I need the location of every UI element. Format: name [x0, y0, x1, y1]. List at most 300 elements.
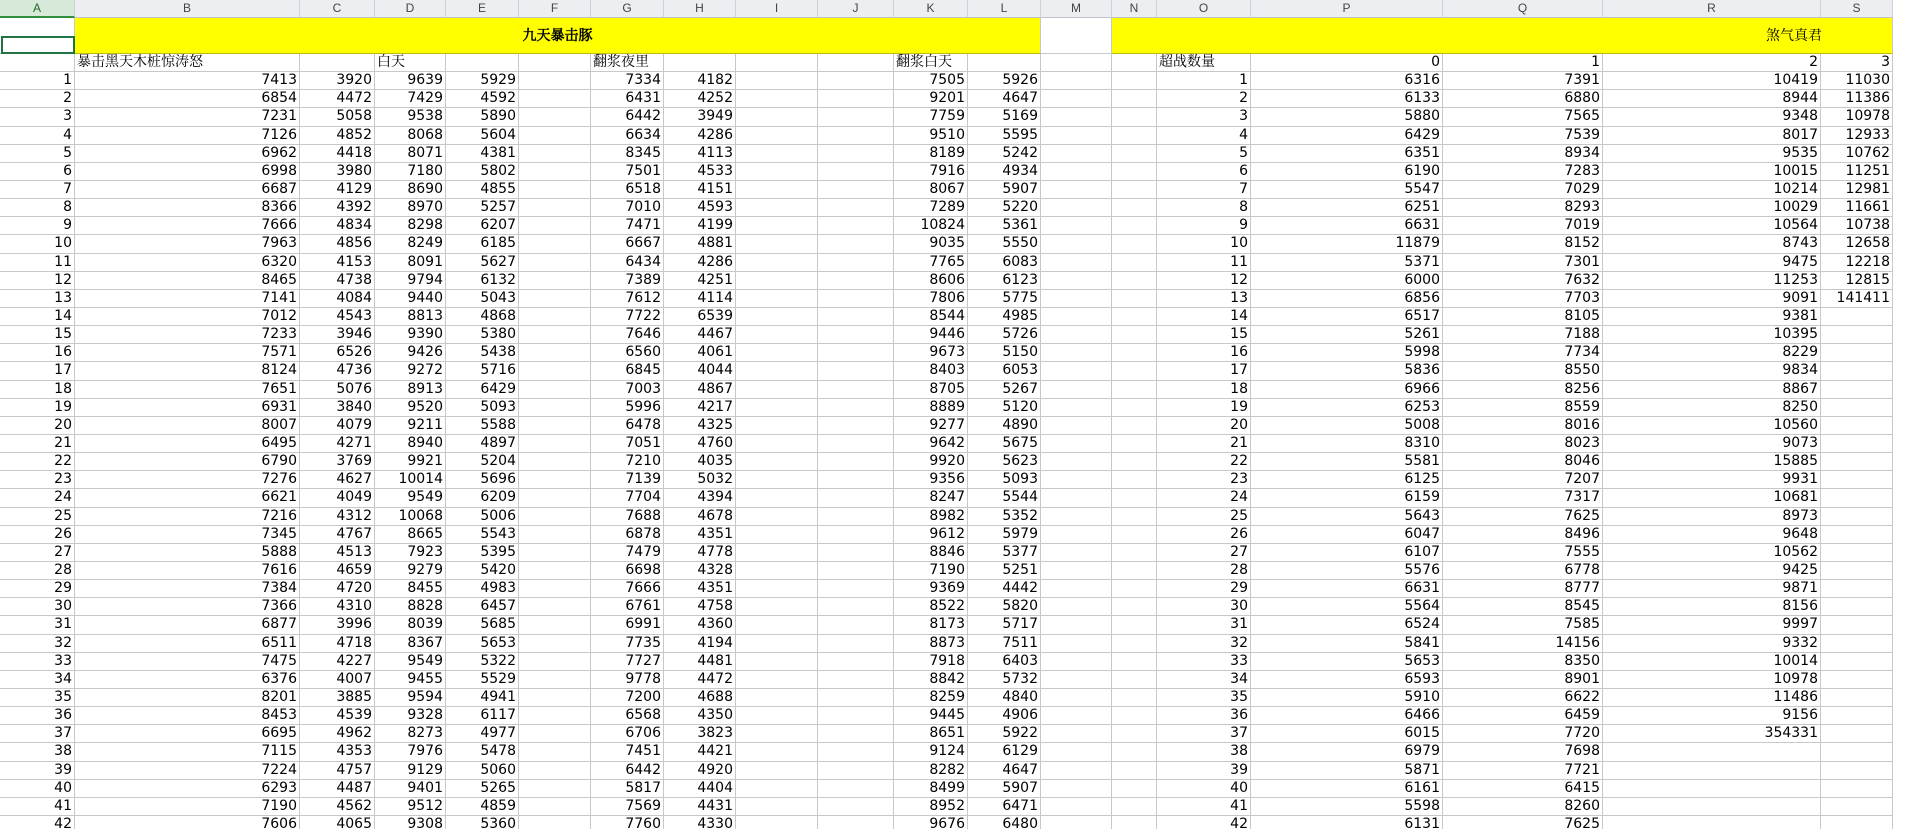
data-cell-f[interactable]	[519, 816, 591, 829]
data-cell-b[interactable]: 7963	[75, 235, 300, 253]
data-cell-o[interactable]: 41	[1157, 798, 1251, 816]
data-cell-f[interactable]	[519, 580, 591, 598]
data-cell-i[interactable]	[736, 616, 818, 634]
data-cell-e[interactable]: 5438	[446, 344, 519, 362]
column-header-s[interactable]: S	[1821, 0, 1893, 18]
data-cell-b[interactable]: 6931	[75, 399, 300, 417]
data-cell-n[interactable]	[1112, 108, 1157, 126]
data-cell-s[interactable]	[1821, 780, 1893, 798]
data-cell-k[interactable]: 9201	[894, 90, 968, 108]
data-cell-i[interactable]	[736, 598, 818, 616]
data-cell-d[interactable]: 8298	[375, 217, 446, 235]
data-cell-f[interactable]	[519, 72, 591, 90]
column-header-n[interactable]: N	[1112, 0, 1157, 18]
data-cell-e[interactable]: 5322	[446, 653, 519, 671]
data-cell-n[interactable]	[1112, 453, 1157, 471]
header-cell-s[interactable]: 3	[1821, 54, 1893, 72]
data-cell-k[interactable]: 8499	[894, 780, 968, 798]
data-cell-j[interactable]	[818, 399, 894, 417]
data-cell-j[interactable]	[818, 326, 894, 344]
data-cell-l[interactable]: 5717	[968, 616, 1041, 634]
data-cell-h[interactable]: 4394	[664, 489, 736, 507]
data-cell-g[interactable]: 7010	[591, 199, 664, 217]
data-cell-f[interactable]	[519, 798, 591, 816]
data-cell-b[interactable]: 6511	[75, 635, 300, 653]
data-cell-f[interactable]	[519, 689, 591, 707]
data-cell-c[interactable]: 4659	[300, 562, 375, 580]
data-cell-g[interactable]: 6442	[591, 108, 664, 126]
row-number-cell[interactable]: 37	[0, 725, 75, 743]
data-cell-c[interactable]: 4757	[300, 762, 375, 780]
data-cell-i[interactable]	[736, 181, 818, 199]
data-cell-r[interactable]: 10562	[1603, 544, 1821, 562]
data-cell-c[interactable]: 4852	[300, 127, 375, 145]
data-cell-j[interactable]	[818, 580, 894, 598]
data-cell-l[interactable]: 5726	[968, 326, 1041, 344]
data-cell-r[interactable]	[1603, 762, 1821, 780]
data-cell-j[interactable]	[818, 743, 894, 761]
data-cell-j[interactable]	[818, 127, 894, 145]
data-cell-g[interactable]: 7200	[591, 689, 664, 707]
column-header-k[interactable]: K	[894, 0, 968, 18]
data-cell-c[interactable]: 4227	[300, 653, 375, 671]
data-cell-g[interactable]: 6761	[591, 598, 664, 616]
data-cell-h[interactable]: 6539	[664, 308, 736, 326]
data-cell-q[interactable]: 8559	[1443, 399, 1603, 417]
data-cell-r[interactable]	[1603, 780, 1821, 798]
header-cell-j[interactable]	[818, 54, 894, 72]
data-cell-q[interactable]: 7283	[1443, 163, 1603, 181]
row-number-cell[interactable]: 2	[0, 90, 75, 108]
data-cell-p[interactable]: 6524	[1251, 616, 1443, 634]
row-number-cell[interactable]: 27	[0, 544, 75, 562]
data-cell-i[interactable]	[736, 762, 818, 780]
data-cell-i[interactable]	[736, 435, 818, 453]
header-cell-k[interactable]: 翻浆白天	[894, 54, 968, 72]
row-number-cell[interactable]: 23	[0, 471, 75, 489]
data-cell-n[interactable]	[1112, 199, 1157, 217]
data-cell-l[interactable]: 5242	[968, 145, 1041, 163]
data-cell-e[interactable]: 5543	[446, 526, 519, 544]
data-cell-b[interactable]: 6998	[75, 163, 300, 181]
data-cell-b[interactable]: 6376	[75, 671, 300, 689]
data-cell-f[interactable]	[519, 399, 591, 417]
data-cell-q[interactable]: 8046	[1443, 453, 1603, 471]
header-cell-b[interactable]: 暴击黑天木桩惊涛怒	[75, 54, 300, 72]
data-cell-g[interactable]: 6698	[591, 562, 664, 580]
data-cell-q[interactable]: 7721	[1443, 762, 1603, 780]
data-cell-i[interactable]	[736, 671, 818, 689]
header-cell-i[interactable]	[736, 54, 818, 72]
header-cell-r[interactable]: 2	[1603, 54, 1821, 72]
data-cell-b[interactable]: 6320	[75, 254, 300, 272]
data-cell-m[interactable]	[1041, 399, 1112, 417]
data-cell-k[interactable]: 7806	[894, 290, 968, 308]
data-cell-o[interactable]: 40	[1157, 780, 1251, 798]
data-cell-k[interactable]: 7765	[894, 254, 968, 272]
data-cell-l[interactable]: 6123	[968, 272, 1041, 290]
data-cell-j[interactable]	[818, 272, 894, 290]
data-cell-h[interactable]: 4044	[664, 362, 736, 380]
row-number-cell[interactable]: 40	[0, 780, 75, 798]
data-cell-o[interactable]: 28	[1157, 562, 1251, 580]
data-cell-p[interactable]: 6466	[1251, 707, 1443, 725]
data-cell-r[interactable]: 8250	[1603, 399, 1821, 417]
data-cell-r[interactable]	[1603, 816, 1821, 829]
header-cell-h[interactable]	[664, 54, 736, 72]
data-cell-h[interactable]: 4251	[664, 272, 736, 290]
data-cell-h[interactable]: 4867	[664, 381, 736, 399]
data-cell-q[interactable]: 7539	[1443, 127, 1603, 145]
data-cell-q[interactable]: 7029	[1443, 181, 1603, 199]
data-cell-o[interactable]: 36	[1157, 707, 1251, 725]
data-cell-k[interactable]: 8846	[894, 544, 968, 562]
data-cell-q[interactable]: 8350	[1443, 653, 1603, 671]
data-cell-r[interactable]: 10564	[1603, 217, 1821, 235]
data-cell-s[interactable]: 10738	[1821, 217, 1893, 235]
data-cell-i[interactable]	[736, 163, 818, 181]
data-cell-p[interactable]: 6631	[1251, 217, 1443, 235]
data-cell-d[interactable]: 9538	[375, 108, 446, 126]
row-number-cell[interactable]: 32	[0, 635, 75, 653]
data-cell-l[interactable]: 6083	[968, 254, 1041, 272]
data-cell-d[interactable]: 8665	[375, 526, 446, 544]
data-cell-j[interactable]	[818, 562, 894, 580]
data-cell-s[interactable]: 12933	[1821, 127, 1893, 145]
cell-m-banner[interactable]	[1041, 18, 1112, 54]
data-cell-p[interactable]: 5643	[1251, 508, 1443, 526]
data-cell-k[interactable]: 8606	[894, 272, 968, 290]
data-cell-d[interactable]: 9440	[375, 290, 446, 308]
data-cell-p[interactable]: 6966	[1251, 381, 1443, 399]
data-cell-o[interactable]: 34	[1157, 671, 1251, 689]
data-cell-r[interactable]: 10029	[1603, 199, 1821, 217]
data-cell-c[interactable]: 4392	[300, 199, 375, 217]
data-cell-o[interactable]: 30	[1157, 598, 1251, 616]
data-cell-p[interactable]: 6316	[1251, 72, 1443, 90]
data-cell-l[interactable]: 5220	[968, 199, 1041, 217]
data-cell-c[interactable]: 5058	[300, 108, 375, 126]
data-cell-f[interactable]	[519, 381, 591, 399]
data-cell-e[interactable]: 5627	[446, 254, 519, 272]
data-cell-e[interactable]: 6185	[446, 235, 519, 253]
data-cell-j[interactable]	[818, 90, 894, 108]
data-cell-r[interactable]: 11253	[1603, 272, 1821, 290]
data-cell-g[interactable]: 7760	[591, 816, 664, 829]
data-cell-d[interactable]: 9520	[375, 399, 446, 417]
data-cell-f[interactable]	[519, 217, 591, 235]
data-cell-r[interactable]	[1603, 798, 1821, 816]
data-cell-c[interactable]: 4418	[300, 145, 375, 163]
data-cell-s[interactable]	[1821, 326, 1893, 344]
data-cell-h[interactable]: 4194	[664, 635, 736, 653]
data-cell-e[interactable]: 5685	[446, 616, 519, 634]
data-cell-c[interactable]: 4129	[300, 181, 375, 199]
data-cell-l[interactable]: 5623	[968, 453, 1041, 471]
data-cell-n[interactable]	[1112, 127, 1157, 145]
row-number-cell[interactable]: 17	[0, 362, 75, 380]
data-cell-k[interactable]: 8705	[894, 381, 968, 399]
data-cell-n[interactable]	[1112, 580, 1157, 598]
data-cell-l[interactable]: 4934	[968, 163, 1041, 181]
data-cell-f[interactable]	[519, 762, 591, 780]
data-cell-d[interactable]: 9401	[375, 780, 446, 798]
data-cell-h[interactable]: 4330	[664, 816, 736, 829]
data-cell-m[interactable]	[1041, 145, 1112, 163]
data-cell-q[interactable]: 6880	[1443, 90, 1603, 108]
data-cell-e[interactable]: 5006	[446, 508, 519, 526]
data-cell-h[interactable]: 4061	[664, 344, 736, 362]
data-cell-k[interactable]: 7289	[894, 199, 968, 217]
data-cell-l[interactable]: 5377	[968, 544, 1041, 562]
data-cell-i[interactable]	[736, 127, 818, 145]
data-cell-d[interactable]: 9279	[375, 562, 446, 580]
data-cell-p[interactable]: 6125	[1251, 471, 1443, 489]
data-cell-q[interactable]: 7625	[1443, 816, 1603, 829]
data-cell-m[interactable]	[1041, 326, 1112, 344]
data-cell-l[interactable]: 5922	[968, 725, 1041, 743]
data-cell-q[interactable]: 8777	[1443, 580, 1603, 598]
data-cell-b[interactable]: 7115	[75, 743, 300, 761]
data-cell-r[interactable]: 10395	[1603, 326, 1821, 344]
data-cell-q[interactable]: 7734	[1443, 344, 1603, 362]
data-cell-o[interactable]: 21	[1157, 435, 1251, 453]
data-cell-r[interactable]: 8156	[1603, 598, 1821, 616]
data-cell-h[interactable]: 4881	[664, 235, 736, 253]
data-cell-d[interactable]: 7976	[375, 743, 446, 761]
data-cell-f[interactable]	[519, 417, 591, 435]
data-cell-s[interactable]: 12981	[1821, 181, 1893, 199]
data-cell-s[interactable]: 141411	[1821, 290, 1893, 308]
data-cell-f[interactable]	[519, 199, 591, 217]
data-cell-m[interactable]	[1041, 254, 1112, 272]
data-cell-n[interactable]	[1112, 381, 1157, 399]
data-cell-f[interactable]	[519, 272, 591, 290]
data-cell-f[interactable]	[519, 743, 591, 761]
data-cell-r[interactable]: 10214	[1603, 181, 1821, 199]
column-header-q[interactable]: Q	[1443, 0, 1603, 18]
data-cell-o[interactable]: 11	[1157, 254, 1251, 272]
data-cell-k[interactable]: 7190	[894, 562, 968, 580]
data-cell-k[interactable]: 8982	[894, 508, 968, 526]
data-cell-l[interactable]: 5267	[968, 381, 1041, 399]
header-cell-l[interactable]	[968, 54, 1041, 72]
data-cell-i[interactable]	[736, 417, 818, 435]
data-cell-s[interactable]	[1821, 381, 1893, 399]
data-cell-p[interactable]: 5871	[1251, 762, 1443, 780]
column-header-h[interactable]: H	[664, 0, 736, 18]
data-cell-h[interactable]: 4404	[664, 780, 736, 798]
data-cell-k[interactable]: 8282	[894, 762, 968, 780]
data-cell-k[interactable]: 9035	[894, 235, 968, 253]
data-cell-l[interactable]: 6471	[968, 798, 1041, 816]
data-cell-j[interactable]	[818, 544, 894, 562]
data-cell-b[interactable]: 7216	[75, 508, 300, 526]
data-cell-i[interactable]	[736, 707, 818, 725]
data-cell-h[interactable]: 4360	[664, 616, 736, 634]
data-cell-b[interactable]: 7384	[75, 580, 300, 598]
data-cell-r[interactable]: 9475	[1603, 254, 1821, 272]
data-cell-d[interactable]: 7923	[375, 544, 446, 562]
data-cell-d[interactable]: 9455	[375, 671, 446, 689]
data-cell-o[interactable]: 31	[1157, 616, 1251, 634]
data-cell-m[interactable]	[1041, 689, 1112, 707]
data-cell-m[interactable]	[1041, 544, 1112, 562]
data-cell-m[interactable]	[1041, 453, 1112, 471]
data-cell-f[interactable]	[519, 453, 591, 471]
data-cell-j[interactable]	[818, 254, 894, 272]
data-cell-b[interactable]: 7126	[75, 127, 300, 145]
data-cell-c[interactable]: 3885	[300, 689, 375, 707]
data-cell-r[interactable]: 9834	[1603, 362, 1821, 380]
header-cell-d[interactable]: 白天	[375, 54, 446, 72]
data-cell-o[interactable]: 38	[1157, 743, 1251, 761]
data-cell-o[interactable]: 35	[1157, 689, 1251, 707]
data-cell-n[interactable]	[1112, 689, 1157, 707]
data-cell-o[interactable]: 39	[1157, 762, 1251, 780]
row-number-cell[interactable]: 34	[0, 671, 75, 689]
data-cell-e[interactable]: 5360	[446, 816, 519, 829]
data-cell-s[interactable]	[1821, 435, 1893, 453]
data-cell-j[interactable]	[818, 235, 894, 253]
header-cell-e[interactable]	[446, 54, 519, 72]
data-cell-k[interactable]: 8873	[894, 635, 968, 653]
data-cell-o[interactable]: 26	[1157, 526, 1251, 544]
data-cell-j[interactable]	[818, 72, 894, 90]
data-cell-p[interactable]: 5576	[1251, 562, 1443, 580]
data-cell-b[interactable]: 6621	[75, 489, 300, 507]
data-cell-k[interactable]: 7916	[894, 163, 968, 181]
data-cell-b[interactable]: 8201	[75, 689, 300, 707]
data-cell-r[interactable]: 9931	[1603, 471, 1821, 489]
data-cell-c[interactable]: 3840	[300, 399, 375, 417]
data-cell-p[interactable]: 6351	[1251, 145, 1443, 163]
data-cell-m[interactable]	[1041, 235, 1112, 253]
data-cell-i[interactable]	[736, 235, 818, 253]
data-cell-d[interactable]: 9794	[375, 272, 446, 290]
data-cell-o[interactable]: 29	[1157, 580, 1251, 598]
data-cell-m[interactable]	[1041, 362, 1112, 380]
data-cell-c[interactable]: 3769	[300, 453, 375, 471]
data-cell-n[interactable]	[1112, 217, 1157, 235]
data-cell-j[interactable]	[818, 689, 894, 707]
data-cell-s[interactable]: 12658	[1821, 235, 1893, 253]
data-cell-m[interactable]	[1041, 308, 1112, 326]
data-cell-i[interactable]	[736, 471, 818, 489]
data-cell-d[interactable]: 9549	[375, 653, 446, 671]
data-cell-m[interactable]	[1041, 90, 1112, 108]
data-cell-r[interactable]: 8229	[1603, 344, 1821, 362]
data-cell-s[interactable]	[1821, 308, 1893, 326]
data-cell-f[interactable]	[519, 344, 591, 362]
data-cell-h[interactable]: 4351	[664, 580, 736, 598]
data-cell-k[interactable]: 7759	[894, 108, 968, 126]
row-number-cell[interactable]: 19	[0, 399, 75, 417]
data-cell-r[interactable]: 10560	[1603, 417, 1821, 435]
data-cell-j[interactable]	[818, 344, 894, 362]
banner-right-title[interactable]: 煞气真君	[1112, 18, 1893, 54]
data-cell-b[interactable]: 7141	[75, 290, 300, 308]
data-cell-s[interactable]	[1821, 725, 1893, 743]
data-cell-g[interactable]: 7727	[591, 653, 664, 671]
data-cell-f[interactable]	[519, 489, 591, 507]
data-cell-o[interactable]: 12	[1157, 272, 1251, 290]
data-cell-p[interactable]: 6015	[1251, 725, 1443, 743]
column-header-e[interactable]: E	[446, 0, 519, 18]
data-cell-l[interactable]: 4647	[968, 90, 1041, 108]
data-cell-f[interactable]	[519, 290, 591, 308]
data-cell-n[interactable]	[1112, 145, 1157, 163]
data-cell-m[interactable]	[1041, 471, 1112, 489]
data-cell-c[interactable]: 3980	[300, 163, 375, 181]
data-cell-k[interactable]: 9612	[894, 526, 968, 544]
data-cell-p[interactable]: 6161	[1251, 780, 1443, 798]
data-cell-l[interactable]: 5150	[968, 344, 1041, 362]
header-cell-c[interactable]	[300, 54, 375, 72]
data-cell-s[interactable]	[1821, 598, 1893, 616]
data-cell-o[interactable]: 8	[1157, 199, 1251, 217]
data-cell-s[interactable]	[1821, 544, 1893, 562]
data-cell-d[interactable]: 9921	[375, 453, 446, 471]
data-cell-s[interactable]	[1821, 417, 1893, 435]
row-number-cell[interactable]: 18	[0, 381, 75, 399]
data-cell-o[interactable]: 2	[1157, 90, 1251, 108]
data-cell-i[interactable]	[736, 199, 818, 217]
data-cell-b[interactable]: 7571	[75, 344, 300, 362]
data-cell-n[interactable]	[1112, 435, 1157, 453]
data-cell-l[interactable]: 5550	[968, 235, 1041, 253]
data-cell-s[interactable]	[1821, 743, 1893, 761]
data-cell-c[interactable]: 3996	[300, 616, 375, 634]
data-cell-d[interactable]: 7429	[375, 90, 446, 108]
data-cell-g[interactable]: 6518	[591, 181, 664, 199]
data-cell-h[interactable]: 4199	[664, 217, 736, 235]
data-cell-i[interactable]	[736, 635, 818, 653]
data-cell-i[interactable]	[736, 217, 818, 235]
data-cell-j[interactable]	[818, 417, 894, 435]
data-cell-m[interactable]	[1041, 108, 1112, 126]
data-cell-g[interactable]: 6845	[591, 362, 664, 380]
data-cell-j[interactable]	[818, 217, 894, 235]
data-cell-h[interactable]: 4286	[664, 127, 736, 145]
data-cell-h[interactable]: 4151	[664, 181, 736, 199]
banner-left-title[interactable]: 九天暴击豚	[75, 18, 1041, 54]
data-cell-f[interactable]	[519, 326, 591, 344]
data-cell-n[interactable]	[1112, 417, 1157, 435]
data-cell-e[interactable]: 5529	[446, 671, 519, 689]
data-cell-r[interactable]: 9348	[1603, 108, 1821, 126]
data-cell-q[interactable]: 8260	[1443, 798, 1603, 816]
data-cell-s[interactable]	[1821, 671, 1893, 689]
data-cell-b[interactable]: 8465	[75, 272, 300, 290]
data-cell-e[interactable]: 6457	[446, 598, 519, 616]
data-cell-k[interactable]: 9445	[894, 707, 968, 725]
row-number-cell[interactable]: 13	[0, 290, 75, 308]
data-cell-d[interactable]: 9594	[375, 689, 446, 707]
data-cell-f[interactable]	[519, 90, 591, 108]
data-cell-n[interactable]	[1112, 598, 1157, 616]
data-cell-k[interactable]: 9920	[894, 453, 968, 471]
data-cell-s[interactable]	[1821, 471, 1893, 489]
data-cell-f[interactable]	[519, 635, 591, 653]
data-cell-p[interactable]: 6000	[1251, 272, 1443, 290]
data-cell-d[interactable]: 8273	[375, 725, 446, 743]
data-cell-r[interactable]: 8743	[1603, 235, 1821, 253]
data-cell-q[interactable]: 8545	[1443, 598, 1603, 616]
data-cell-q[interactable]: 7019	[1443, 217, 1603, 235]
data-cell-k[interactable]: 8952	[894, 798, 968, 816]
data-cell-c[interactable]: 4079	[300, 417, 375, 435]
